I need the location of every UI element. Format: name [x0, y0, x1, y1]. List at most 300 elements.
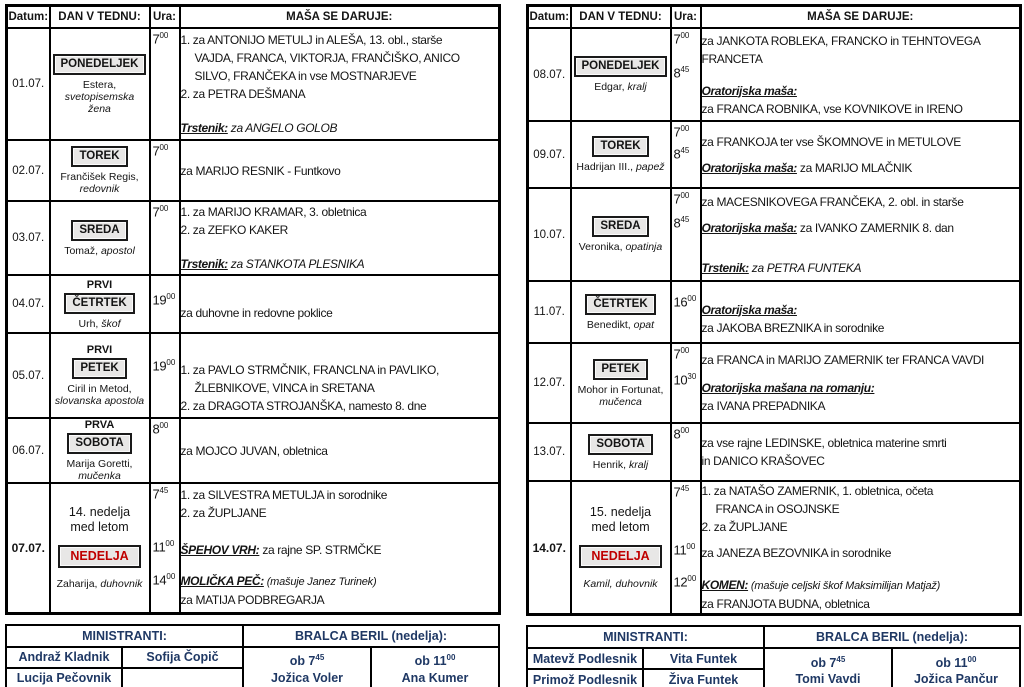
col-header-ura: Ura: — [671, 6, 701, 29]
day-name: SREDA — [600, 220, 641, 232]
day-name: NEDELJA — [591, 549, 650, 563]
saint-name: Mohor in Fortunat, — [577, 383, 664, 396]
reader-time-text: ob 7 — [810, 656, 837, 671]
reader-time-minutes: 45 — [315, 653, 325, 663]
ministrant-name: Vita Funtek — [643, 648, 764, 669]
intention-cell — [701, 121, 1021, 188]
ministrant-name: Živa Funtek — [643, 669, 764, 687]
saint-name: Estera, — [82, 78, 117, 91]
date-cell — [7, 483, 50, 613]
reader-time-text: ob 11 — [414, 654, 447, 669]
table-row-sunday — [7, 483, 500, 613]
mass-line-text: za STANKOTA PLESNIKA — [227, 257, 365, 271]
date-cell — [7, 201, 50, 275]
time-hour: 7 — [673, 31, 681, 47]
time-minutes: 00 — [686, 542, 696, 551]
day-cell — [50, 201, 150, 275]
saint-info — [572, 319, 670, 331]
saint-title: apostol — [100, 244, 135, 257]
intention-cell — [701, 281, 1021, 343]
footer-row — [527, 648, 1020, 669]
mass-time — [153, 204, 169, 219]
saint-info — [572, 384, 670, 408]
mass-line — [702, 379, 1020, 397]
saint-title: duhovnik — [615, 578, 658, 590]
time-minutes: 00 — [680, 426, 690, 435]
mass-line: za vse rajne LEDINSKE, obletnica materine smrti — [701, 436, 947, 450]
footer-header-row — [6, 625, 499, 647]
mass-line: 2. za ŽUPLJANE — [180, 506, 267, 521]
intention-cell — [180, 333, 500, 418]
time-minutes: 00 — [165, 539, 175, 548]
intention-cell — [180, 201, 500, 275]
saint-title: mučenka — [78, 470, 121, 482]
time-minutes: 00 — [159, 143, 169, 152]
mass-line-text: za rajne SP. STRMČKE — [259, 543, 382, 558]
saint-name: Kamil, — [583, 578, 613, 590]
time-minutes: 30 — [687, 372, 697, 381]
mass-line: za duhovne in redovne poklice — [180, 305, 333, 320]
date-label: 08.07. — [533, 68, 566, 81]
day-cell — [50, 418, 150, 483]
date-cell — [528, 188, 571, 281]
mass-line: za FRANKOJA ter vse ŠKOMNOVE in METULOVE — [701, 134, 961, 149]
mass-line — [702, 576, 1020, 595]
table-row — [7, 140, 500, 201]
mass-time — [153, 292, 176, 307]
intention-cell — [701, 188, 1021, 281]
time-hour: 8 — [673, 146, 681, 162]
col-header-datum: Datum: — [7, 6, 50, 29]
mass-time — [153, 143, 169, 158]
reader-time-minutes: 00 — [967, 654, 977, 664]
time-cell — [150, 28, 180, 140]
oratorij-label: Oratorijska maša: — [701, 220, 797, 235]
table-row — [528, 121, 1021, 188]
time-cell — [671, 28, 701, 121]
mass-time — [674, 574, 697, 589]
saint-title: svetopisemska žena — [64, 90, 135, 115]
footer-header-row — [527, 626, 1020, 648]
intention-cell — [701, 343, 1021, 423]
saint-info — [51, 578, 149, 590]
time-minutes: 00 — [680, 346, 690, 355]
day-cell — [571, 28, 671, 121]
reader-name: Jožica Voler — [270, 670, 344, 685]
time-minutes: 00 — [680, 191, 690, 200]
mass-time — [674, 484, 690, 499]
mass-line — [702, 159, 1020, 177]
mass-line: za MARIJO RESNIK - Funtkovo — [180, 163, 341, 178]
saint-title: redovnik — [79, 183, 120, 195]
reader-time-text: ob 7 — [289, 654, 316, 669]
reader-slot — [892, 648, 1020, 687]
saint-title: kralj — [627, 81, 647, 93]
day-name-box — [574, 56, 668, 77]
time-hour: 11 — [152, 539, 166, 555]
day-cell — [571, 481, 671, 615]
day-name-box — [64, 293, 134, 314]
day-name-box — [588, 434, 652, 455]
time-cell — [150, 483, 180, 613]
date-label: 05.07. — [12, 369, 45, 382]
schedule-column-week1 — [5, 4, 498, 687]
day-name: PONEDELJEK — [581, 60, 660, 72]
time-cell — [150, 140, 180, 201]
ministrant-name — [122, 668, 243, 687]
time-cell — [671, 121, 701, 188]
reader-time — [893, 652, 1019, 671]
col-header-dan: DAN V TEDNU: — [50, 6, 150, 29]
ministrant-name: Primož Podlesnik — [527, 669, 643, 687]
time-hour: 7 — [152, 204, 160, 220]
saint-name: Zaharija, — [56, 578, 98, 591]
ministranti-header: MINISTRANTI: — [527, 626, 764, 648]
oratorij-label: Oratorijska mašana na romanju: — [701, 381, 875, 395]
ministrant-name: Sofija Čopič — [122, 647, 243, 668]
time-hour: 8 — [673, 65, 681, 81]
day-name: PETEK — [80, 362, 119, 374]
date-label: 10.07. — [533, 228, 566, 241]
time-hour: 14 — [152, 572, 167, 588]
footer-row — [6, 647, 499, 668]
time-minutes: 45 — [159, 486, 169, 495]
oratorij-label: Oratorijska maša: — [701, 83, 797, 98]
mass-line: za IVANA PREPADNIKA — [701, 399, 826, 413]
table-row — [7, 275, 500, 333]
mass-time — [674, 31, 690, 46]
time-hour: 8 — [673, 215, 681, 231]
time-hour: 8 — [152, 421, 160, 437]
ministrant-name: Andraž Kladnik — [6, 647, 122, 668]
mass-time — [674, 191, 690, 206]
first-week-label: PRVI — [86, 344, 113, 356]
day-name: SOBOTA — [596, 437, 645, 450]
time-cell — [150, 333, 180, 418]
saint-info — [572, 459, 670, 471]
mass-line-text: za ANGELO GOLOB — [227, 121, 338, 135]
mass-line-text: za MARIJO MLAČNIK — [796, 160, 912, 175]
date-label: 04.07. — [12, 298, 45, 310]
date-cell — [7, 140, 50, 201]
saint-name: Henrik, — [592, 458, 627, 471]
day-cell — [50, 483, 150, 613]
time-hour: 7 — [152, 31, 160, 47]
mass-line: 1. za SILVESTRA METULJA in sorodnike — [180, 488, 388, 503]
day-cell — [571, 281, 671, 343]
first-week-label: PRVA — [84, 419, 115, 431]
mass-line: za FRANCA ROBNIKA, vse KOVNIKOVE in IRENO — [701, 101, 963, 116]
day-name: SOBOTA — [75, 437, 124, 449]
mass-line: SILVO, FRANČEKA in vse MOSTNARJEVE — [194, 69, 417, 83]
time-minutes: 45 — [680, 146, 690, 155]
time-hour: 19 — [152, 358, 167, 374]
mass-line: 1. za NATAŠO ZAMERNIK, 1. obletnica, očeta — [701, 484, 934, 498]
mass-line: za MACESNIKOVEGA FRANČEKA, 2. obl. in starše — [701, 194, 964, 209]
col-header-masa: MAŠA SE DARUJE: — [180, 6, 500, 29]
date-cell — [7, 28, 50, 140]
time-minutes: 00 — [680, 124, 690, 133]
saint-name: Benedikt, — [586, 318, 631, 331]
day-name-box — [593, 359, 647, 380]
saint-info — [572, 161, 670, 173]
ministrant-name: Matevž Podlesnik — [527, 648, 643, 669]
reader-time — [244, 650, 370, 669]
mass-time — [153, 358, 176, 373]
saint-name: Frančišek Regis, — [60, 171, 139, 183]
saint-title: škof — [101, 317, 121, 330]
mass-line: FRANCA in OSOJNSKE — [715, 502, 840, 516]
mass-line: 1. za ANTONIJO METULJ in ALEŠA, 13. obl., starše — [180, 33, 443, 47]
saint-info — [51, 245, 149, 257]
saint-name: Urh, — [78, 317, 99, 330]
oratorij-label: Oratorijska maša: — [701, 302, 797, 317]
date-cell — [528, 281, 571, 343]
table-row — [528, 28, 1021, 121]
saint-title: kralj — [628, 458, 649, 471]
day-cell — [50, 140, 150, 201]
reader-slot — [243, 647, 371, 687]
date-label: 07.07. — [11, 540, 45, 555]
table-row-sunday — [528, 481, 1021, 615]
date-cell — [528, 343, 571, 423]
bralca-header: BRALCA BERIL (nedelja): — [243, 625, 499, 647]
time-hour: 16 — [673, 294, 688, 310]
day-cell — [50, 28, 150, 140]
table-header-row — [528, 6, 1021, 29]
saint-title: opatinja — [625, 241, 663, 253]
day-name: TOREK — [79, 150, 120, 162]
saint-info — [572, 241, 670, 253]
date-label: 06.07. — [12, 444, 45, 457]
mass-line: za FRANCA in MARIJO ZAMERNIK ter FRANCA VAVDI — [701, 353, 985, 367]
mass-time — [674, 426, 690, 441]
time-minutes: 00 — [159, 31, 169, 40]
celebrant-note: (mašuje Janez Turinek) — [263, 576, 377, 589]
date-label: 09.07. — [533, 148, 566, 161]
saint-info — [51, 383, 149, 407]
intention-cell — [180, 275, 500, 333]
col-header-ura: Ura: — [150, 6, 180, 29]
saint-name: Hadrijan III., — [576, 161, 634, 173]
day-cell — [50, 333, 150, 418]
mass-schedule-table-week1 — [5, 4, 501, 615]
mass-time — [153, 486, 169, 501]
sunday-ordinal-label: 14. nedelja med letom — [68, 505, 131, 535]
mass-line: in DANICO KRAŠOVEC — [701, 454, 825, 468]
mass-line — [181, 119, 499, 137]
mass-line: 2. za PETRA DEŠMANA — [180, 87, 306, 101]
saint-info — [51, 79, 149, 115]
mass-line: 2. za DRAGOTA STROJANŠKA, namesto 8. dne — [180, 399, 427, 413]
first-week-label: PRVI — [86, 278, 113, 291]
date-label: 03.07. — [12, 232, 45, 244]
location-label: Trstenik: — [180, 257, 228, 271]
day-name: PONEDELJEK — [60, 57, 139, 70]
time-minutes: 45 — [680, 215, 690, 224]
date-label: 11.07. — [533, 306, 565, 318]
reader-slot — [371, 647, 499, 687]
time-hour: 8 — [673, 426, 681, 442]
saint-info — [51, 318, 149, 330]
intention-cell — [701, 481, 1021, 615]
mass-time — [674, 542, 696, 557]
saint-title: slovanska apostola — [54, 395, 145, 407]
time-hour: 10 — [673, 372, 688, 388]
date-cell — [7, 333, 50, 418]
mass-line — [702, 259, 1020, 277]
time-cell — [671, 423, 701, 481]
mass-line — [181, 572, 499, 591]
footer-table-week1 — [5, 624, 500, 687]
table-row — [528, 343, 1021, 423]
intention-cell — [180, 140, 500, 201]
table-header-row — [7, 6, 500, 29]
day-name-box — [579, 545, 661, 568]
saint-info — [51, 458, 149, 482]
saint-name: Edgar, — [594, 81, 625, 93]
day-name-box — [71, 220, 127, 241]
day-cell — [571, 423, 671, 481]
saint-info — [572, 578, 670, 590]
time-hour: 7 — [152, 143, 160, 159]
time-hour: 11 — [673, 542, 687, 558]
mass-line: za MATIJA PODBREGARJA — [180, 593, 325, 608]
time-cell — [150, 201, 180, 275]
day-cell — [571, 188, 671, 281]
location-label: ŠPEHOV VRH: — [180, 543, 260, 558]
time-cell — [671, 281, 701, 343]
time-minutes: 00 — [687, 294, 697, 303]
col-header-datum: Datum: — [528, 6, 571, 29]
mass-line: 2. za ŽUPLJANE — [701, 520, 788, 534]
mass-time — [153, 31, 169, 46]
reader-name: Ana Kumer — [401, 670, 469, 685]
day-name-box — [71, 146, 127, 167]
time-hour: 12 — [673, 574, 688, 590]
time-cell — [671, 481, 701, 615]
reader-name: Tomi Vavdi — [795, 672, 861, 687]
mass-line — [702, 219, 1020, 237]
saint-title: mučenca — [599, 395, 642, 408]
mass-time — [674, 346, 690, 361]
reader-time — [765, 652, 891, 671]
mass-line: za FRANJOTA BUDNA, obletnica — [701, 597, 870, 611]
date-cell — [528, 121, 571, 188]
date-cell — [528, 481, 571, 615]
date-label: 12.07. — [533, 377, 566, 389]
mass-line: 1. za PAVLO STRMČNIK, FRANCLNA in PAVLIKO, — [180, 363, 439, 377]
day-name: TOREK — [600, 140, 641, 152]
location-label: KOMEN: — [701, 578, 749, 592]
location-label: MOLIČKA PEČ: — [180, 574, 264, 589]
intention-cell — [180, 28, 500, 140]
reader-time-minutes: 00 — [446, 653, 456, 663]
reader-name: Jožica Pančur — [913, 672, 999, 687]
saint-name: Ciril in Metod, — [67, 383, 132, 395]
mass-time — [153, 572, 176, 587]
day-name-box — [585, 294, 655, 315]
time-hour: 7 — [673, 191, 681, 207]
location-label: Trstenik: — [180, 121, 228, 135]
time-minutes: 00 — [159, 421, 169, 430]
time-hour: 7 — [152, 486, 160, 502]
mass-line: 1. za MARIJO KRAMAR, 3. obletnica — [180, 205, 367, 219]
ministrant-name: Lucija Pečovnik — [6, 668, 122, 687]
date-label: 13.07. — [533, 446, 566, 458]
intention-cell — [180, 418, 500, 483]
mass-line — [702, 82, 1020, 100]
mass-line — [702, 301, 1020, 319]
time-minutes: 00 — [159, 204, 169, 213]
oratorij-label: Oratorijska maša: — [701, 160, 797, 175]
date-label: 14.07. — [532, 540, 566, 555]
time-hour: 7 — [673, 346, 681, 362]
day-cell — [50, 275, 150, 333]
date-cell — [528, 423, 571, 481]
day-name-box — [53, 54, 147, 75]
table-row — [528, 281, 1021, 343]
time-cell — [150, 418, 180, 483]
intention-cell — [701, 423, 1021, 481]
saint-name: Veronika, — [578, 241, 623, 253]
mass-line: za JANEZA BEZOVNIKA in sorodnike — [701, 546, 892, 560]
mass-line — [181, 255, 499, 273]
mass-time — [674, 65, 690, 80]
table-row — [7, 418, 500, 483]
mass-line: 2. za ZEFKO KAKER — [180, 223, 288, 237]
schedule-column-week2 — [526, 4, 1019, 687]
date-cell — [7, 418, 50, 483]
saint-info — [572, 81, 670, 93]
time-minutes: 00 — [680, 31, 690, 40]
location-label: Trstenik: — [701, 260, 749, 275]
day-name-box — [592, 136, 648, 157]
day-name: SREDA — [79, 223, 120, 236]
mass-schedule-table-week2 — [526, 4, 1022, 616]
mass-line-text: za PETRA FUNTEKA — [748, 260, 862, 275]
mass-time — [153, 421, 169, 436]
sunday-ordinal-label: 15. nedelja med letom — [589, 505, 652, 534]
time-minutes: 00 — [166, 292, 176, 301]
mass-line: za JANKOTA ROBLEKA, FRANCKO in TEHNTOVEGA — [701, 33, 981, 48]
table-row — [528, 423, 1021, 481]
reader-slot — [764, 648, 892, 687]
saint-title: papež — [635, 161, 665, 173]
date-label: 01.07. — [12, 78, 45, 90]
mass-time — [153, 539, 175, 554]
mass-time — [674, 146, 690, 161]
date-cell — [528, 28, 571, 121]
mass-time — [674, 215, 690, 230]
ministranti-header: MINISTRANTI: — [6, 625, 243, 647]
intention-cell — [180, 483, 500, 613]
mass-line: ŽLEBNIKOVE, VINCA in SRETANA — [194, 381, 375, 395]
mass-time — [674, 372, 697, 387]
day-cell — [571, 343, 671, 423]
mass-line-text: za IVANKO ZAMERNIK 8. dan — [796, 220, 954, 235]
day-name-box — [592, 216, 648, 237]
date-cell — [7, 275, 50, 333]
day-name-box — [72, 358, 126, 379]
mass-line: VAJDA, FRANCA, VIKTORJA, FRANČIŠKO, ANICO — [194, 51, 460, 65]
reader-time-text: ob 11 — [935, 656, 968, 671]
day-cell — [571, 121, 671, 188]
col-header-masa: MAŠA SE DARUJE: — [701, 6, 1021, 29]
saint-info — [51, 171, 149, 195]
table-row — [7, 333, 500, 418]
time-minutes: 00 — [166, 358, 176, 367]
